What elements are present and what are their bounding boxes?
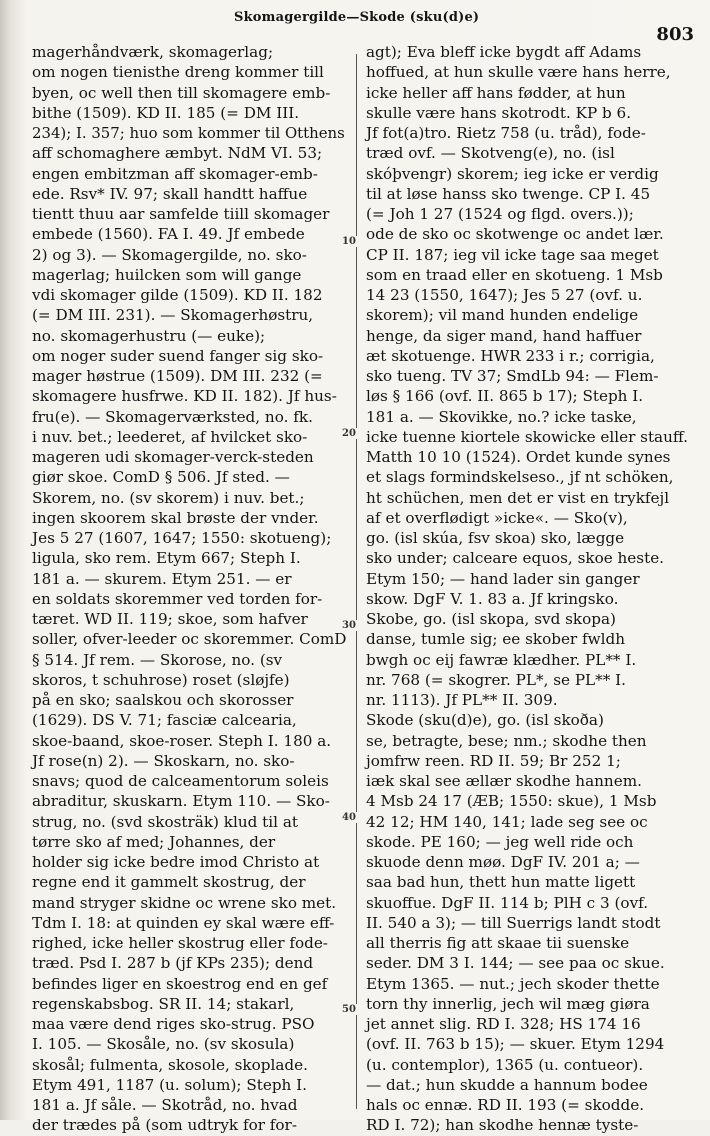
text-line: skulle være hans skotrodt. KP b 6. [366, 103, 632, 122]
text-line: CP II. 187; ieg vil icke tage saa meget [366, 245, 659, 264]
text-line: træd ovf. — Skotveng(e), no. (isl [366, 144, 615, 163]
text-line: henge, da siger mand, hand haffuer [366, 326, 642, 345]
text-line: I. 105. — Skosåle, no. (sv skosula) [32, 1035, 295, 1054]
text-line: magerhåndværk, skomagerlag; [32, 43, 274, 61]
text-line: sko tueng. TV 37; SmdLb 94: — Flem- [366, 367, 659, 385]
text-line: § 514. Jf rem. — Skorose, no. (sv [32, 650, 283, 669]
text-line: Etym 150; — hand lader sin ganger [366, 569, 640, 588]
text-line: byen, oc well then till skomagere emb- [32, 83, 331, 102]
text-line: fru(e). — Skomagerværksted, no. fk. [32, 407, 313, 426]
text-line: mand stryger skidne oc wrene sko met. [32, 893, 337, 912]
text-line: bithe (1509). KD II. 185 (= DM III. [32, 103, 300, 122]
text-line: iæk skal see ællær skodhe hannem. [366, 772, 642, 790]
text-line: der trædes på (som udtryk for for- [32, 1116, 297, 1135]
text-line: magerlag; huilcken som will gange [32, 265, 302, 284]
text-line: ht schüchen, men det er vist en trykfejl [366, 488, 670, 507]
running-head: Skomagergilde—Skode (sku(d)e) [234, 10, 480, 25]
text-line: æt skotuenge. HWR 233 i r.; corrigia, [366, 346, 655, 365]
text-line: jet annet slig. RD I. 328; HS 174 16 [366, 1015, 641, 1033]
text-line: giør skoe. ComD § 506. Jf sted. — [32, 468, 290, 487]
text-line: på en sko; saalskou och skorosser [32, 691, 294, 709]
text-line: Jf fot(a)tro. Rietz 758 (u. tråd), fode- [366, 124, 646, 142]
text-line: til at løse hanss sko twenge. CP I. 45 [366, 184, 651, 203]
text-line: af et overflødigt »icke«. — Sko(v), [366, 508, 628, 527]
text-line: seder. DM 3 I. 144; — see paa oc skue. [366, 954, 665, 973]
right-column [366, 42, 694, 1135]
text-line: engen embitzman aff skomager-emb- [32, 164, 318, 183]
text-line: tæret. WD II. 119; skoe, som hafver [32, 610, 308, 628]
text-line: i nuv. bet.; leederet, af hvilcket sko- [32, 427, 308, 446]
text-line: icke heller aff hans fødder, at hun [366, 83, 626, 102]
page-header [0, 8, 710, 45]
text-line: danse, tumle sig; ee skober fwldh [366, 630, 625, 649]
line-number-marker: 10 [342, 236, 356, 247]
text-line: Jf rose(n) 2). — Skoskarn, no. sko- [32, 751, 295, 770]
text-line: agt); Eva bleff icke bygdt aff Adams [366, 43, 642, 61]
text-line: træd. Psd I. 287 b (jf KPs 235); dend [32, 954, 314, 973]
text-line: skuoffue. DgF II. 114 b; PlH c 3 (ovf. [366, 893, 649, 912]
text-line: løs § 166 (ovf. II. 865 b 17); Steph I. [366, 387, 644, 406]
text-line: Jes 5 27 (1607, 1647; 1550: skotueng); [32, 529, 332, 547]
text-line: regne end it gammelt skostrug, der [32, 873, 306, 892]
text-line: skomagere husfrwe. KD II. 182). Jf hus- [32, 387, 337, 406]
line-number-marker: 40 [342, 812, 356, 823]
text-line: go. (isl skúa, fsv skoa) sko, lægge [366, 529, 625, 547]
left-column [32, 42, 348, 1135]
column-divider [356, 54, 357, 1109]
text-line: nr. 1113). Jf PL** II. 309. [366, 691, 558, 709]
text-line: skorem); vil mand hunden endelige [366, 306, 639, 325]
text-line: Skorem, no. (sv skorem) i nuv. bet.; [32, 488, 305, 507]
text-line: en soldats skoremmer ved torden for- [32, 589, 323, 608]
text-line: hals oc ennæ. RD II. 193 (= skodde. [366, 1096, 645, 1114]
text-line: sko under; calceare equos, skoe heste. [366, 549, 665, 568]
text-line: se, betragte, bese; nm.; skodhe then [366, 731, 647, 750]
line-number-marker: 50 [342, 1004, 356, 1015]
text-line: jomfrw reen. RD II. 59; Br 252 1; [366, 751, 621, 770]
text-line: 181 a. — skurem. Etym 251. — er [32, 569, 292, 588]
text-line: 181 a. — Skovikke, no.? icke taske, [366, 407, 637, 426]
text-line: om noger suder suend fanger sig sko- [32, 346, 324, 365]
text-line: (= DM III. 231). — Skomagerhøstru, [32, 306, 314, 325]
text-line: aff schomaghere æmbyt. NdM VI. 53; [32, 144, 323, 163]
text-line: ligula, sko rem. Etym 667; Steph I. [32, 549, 301, 568]
text-line: skosål; fulmenta, skosole, skoplade. [32, 1055, 308, 1074]
text-line: — dat.; hun skudde a hannum bodee [366, 1075, 648, 1094]
text-line: vdi skomager gilde (1509). KD II. 182 [32, 286, 323, 304]
text-line: 181 a. Jf såle. — Skotråd, no. hvad [32, 1096, 298, 1114]
text-line: tientt thuu aar samfelde tiill skomager [32, 205, 330, 223]
text-line: 234); I. 357; huo som kommer til Otthens [32, 124, 345, 142]
text-line: 14 23 (1550, 1647); Jes 5 27 (ovf. u. [366, 286, 643, 304]
text-line: strug, no. (svd skosträk) klud til at [32, 812, 298, 831]
text-line: 4 Msb 24 17 (ÆB; 1550: skue), 1 Msb [366, 792, 657, 811]
text-line: (1629). DS V. 71; fasciæ calcearia, [32, 711, 297, 730]
text-line: skoros, t schuhrose) roset (sløjfe) [32, 670, 290, 689]
text-line: Etym 1365. — nut.; jech skoder thette [366, 974, 660, 993]
text-line: Matth 10 10 (1524). Ordet kunde synes [366, 448, 671, 466]
text-line: embede (1560). FA I. 49. Jf embede [32, 225, 305, 244]
text-line: 42 12; HM 140, 141; lade seg see oc [366, 812, 648, 831]
text-line: soller, ofver-leeder oc skoremmer. ComD [32, 630, 347, 649]
text-line: torn thy innerlig, jech wil mæg giøra [366, 994, 650, 1013]
text-line: abraditur, skuskarn. Etym 110. — Sko- [32, 792, 330, 811]
page-number: 803 [656, 24, 694, 45]
text-line: Skode (sku(d)e), go. (isl skoða) [366, 711, 604, 730]
text-line: snavs; quod de calceamentorum soleis [32, 772, 329, 790]
text-line: saa bad hun, thett hun matte ligett [366, 873, 636, 892]
text-line: skóþvengr) skorem; ieg icke er verdig [366, 164, 659, 183]
text-line: ingen skoorem skal brøste der vnder. [32, 508, 319, 527]
line-number-marker: 20 [342, 428, 356, 439]
text-line: no. skomagerhustru (— euke); [32, 326, 266, 345]
text-line: skow. DgF V. 1. 83 a. Jf kringsko. [366, 589, 619, 608]
text-line: righed, icke heller skostrug eller fode- [32, 934, 328, 952]
text-line: II. 540 a 3); — till Suerrigs landt stodt [366, 913, 661, 932]
text-line: (= Joh 1 27 (1524 og flgd. overs.)); [366, 205, 634, 223]
text-line: holder sig icke bedre imod Christo at [32, 853, 320, 871]
text-line: 2) og 3). — Skomagergilde, no. sko- [32, 245, 307, 264]
text-line: bwgh oc eij fawræ klædher. PL** I. [366, 650, 637, 669]
text-line: regenskabsbog. SR II. 14; stakarl, [32, 994, 295, 1013]
text-line: (ovf. II. 763 b 15); — skuer. Etym 1294 [366, 1035, 665, 1054]
text-line: ede. Rsv* IV. 97; skall handtt haffue [32, 184, 308, 203]
text-line: mageren udi skomager-verck-steden [32, 448, 314, 466]
text-line: skuode denn møø. DgF IV. 201 a; — [366, 853, 640, 871]
line-number-marker: 30 [342, 620, 356, 631]
text-line: icke tuenne kiortele skowicke eller stauff. [366, 427, 688, 446]
text-line: (u. contemplor), 1365 (u. contueor). [366, 1055, 644, 1074]
text-line: maa være dend riges sko-strug. PSO [32, 1015, 315, 1033]
text-line: om nogen tienisthe dreng kommer till [32, 63, 324, 82]
text-line: ode de sko oc skotwenge oc andet lær. [366, 225, 664, 244]
text-line: all therris fig att skaae tii suenske [366, 934, 630, 952]
text-line: som en traad eller en skotueng. 1 Msb [366, 265, 663, 284]
text-line: hoffued, at hun skulle være hans herre, [366, 63, 671, 82]
text-line: mager høstrue (1509). DM III. 232 (= [32, 367, 323, 385]
text-line: befindes liger en skoestrog end en gef [32, 974, 328, 993]
text-line: skode. PE 160; — jeg well ride och [366, 832, 634, 851]
text-line: nr. 768 (= skogrer. PL*, se PL** I. [366, 670, 626, 689]
text-line: Tdm I. 18: at quinden ey skal wære eff- [32, 913, 335, 932]
text-line: et slags formindskelseso., jf nt schöken, [366, 468, 674, 487]
text-line: tørre sko af med; Johannes, der [32, 832, 276, 851]
text-line: RD I. 72); han skodhe hennæ tyste- [366, 1116, 639, 1135]
text-line: Skobe, go. (isl skopa, svd skopa) [366, 610, 616, 628]
text-line: Etym 491, 1187 (u. solum); Steph I. [32, 1075, 307, 1094]
text-line: skoe-baand, skoe-roser. Steph I. 180 a. [32, 731, 332, 750]
